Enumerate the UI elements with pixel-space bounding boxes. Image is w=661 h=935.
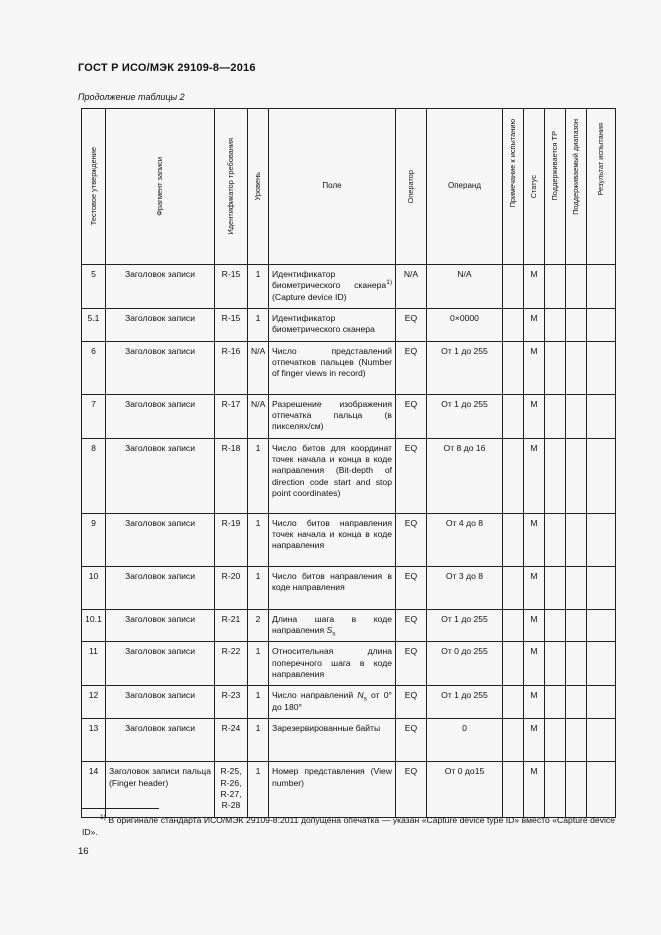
cell-requirement-id: R-20: [215, 566, 248, 609]
cell-status: M: [524, 438, 545, 513]
cell-fragment: Заголовок записи: [106, 309, 215, 342]
cell-level: 1: [248, 309, 269, 342]
cell-requirement-id: R-18: [215, 438, 248, 513]
cell-test-result: [587, 719, 616, 762]
cell-level: N/A: [248, 394, 269, 438]
cell-requirement-id: R-24: [215, 719, 248, 762]
field-english: (Capture device ID): [272, 291, 347, 302]
table-row: [82, 762, 616, 817]
cell-fragment: Заголовок записи: [106, 394, 215, 438]
cell-operand: 0×0000: [427, 309, 503, 342]
cell-test-result: [587, 265, 616, 309]
field-text: Длина шага в коде направления: [272, 613, 392, 636]
table-caption: Продолжение таблицы 2: [78, 92, 185, 102]
cell-requirement-id: R-25, R-26, R-27, R-28: [215, 762, 248, 817]
cell-operator: EQ: [396, 341, 427, 394]
table-row: [82, 609, 616, 642]
cell-assertion-id: 10.1: [82, 609, 106, 642]
table-row: [82, 686, 616, 719]
cell-test-note: [503, 394, 524, 438]
col-header-supported-tr: Поддерживается ТР: [545, 109, 566, 265]
cell-assertion-id: 9: [82, 513, 106, 566]
footnote-divider: [82, 808, 159, 809]
cell-field: Идентификатор биометрического сканера: [269, 309, 396, 342]
cell-status: M: [524, 762, 545, 817]
cell-status: M: [524, 719, 545, 762]
table-row: [82, 341, 616, 394]
cell-supported-tr: [545, 438, 566, 513]
cell-fragment: Заголовок записи: [106, 341, 215, 394]
cell-level: 2: [248, 609, 269, 642]
cell-status: M: [524, 394, 545, 438]
cell-level: 1: [248, 438, 269, 513]
cell-assertion-id: 12: [82, 686, 106, 719]
cell-test-note: [503, 309, 524, 342]
cell-fragment: Заголовок записи: [106, 609, 215, 642]
table-row: [82, 719, 616, 762]
cell-requirement-id: R-21: [215, 609, 248, 642]
cell-supported-tr: [545, 265, 566, 309]
cell-supported-range: [566, 762, 587, 817]
field-text-tail: от 0° до 180°: [272, 690, 392, 712]
cell-test-result: [587, 513, 616, 566]
cell-field: Число битов для координат точек начала и конца в коде направления (Bit-depth of direction code start and stop point coordinates): [269, 438, 396, 513]
cell-requirement-id: R-16: [215, 341, 248, 394]
cell-level: 1: [248, 265, 269, 309]
cell-assertion-id: 5.1: [82, 309, 106, 342]
table-row: [82, 394, 616, 438]
cell-assertion-id: 8: [82, 438, 106, 513]
cell-field: Число битов направления в коде направления: [269, 566, 396, 609]
cell-assertion-id: 5: [82, 265, 106, 309]
cell-test-result: [587, 566, 616, 609]
cell-assertion-id: 10: [82, 566, 106, 609]
cell-operand: От 3 до 8: [427, 566, 503, 609]
field-text: Идентификатор биометрического сканера: [272, 269, 387, 291]
cell-supported-tr: [545, 341, 566, 394]
cell-fragment: Заголовок записи: [106, 719, 215, 762]
cell-field: Номер представления (View number): [269, 762, 396, 817]
cell-assertion-id: 13: [82, 719, 106, 762]
field-symbol: S: [326, 625, 333, 636]
cell-supported-range: [566, 642, 587, 686]
col-header-operand: Операнд: [427, 109, 503, 265]
cell-level: 1: [248, 762, 269, 817]
cell-requirement-id: R-19: [215, 513, 248, 566]
field-symbol: N: [357, 690, 364, 701]
cell-requirement-id: R-15: [215, 309, 248, 342]
cell-fragment: Заголовок записи: [106, 265, 215, 309]
cell-supported-range: [566, 609, 587, 642]
cell-operator: EQ: [396, 609, 427, 642]
cell-field: [269, 265, 396, 309]
cell-operator: EQ: [396, 438, 427, 513]
cell-test-result: [587, 609, 616, 642]
cell-status: M: [524, 642, 545, 686]
cell-test-result: [587, 438, 616, 513]
cell-level: 1: [248, 719, 269, 762]
cell-assertion-id: 7: [82, 394, 106, 438]
cell-fragment: Заголовок записи: [106, 513, 215, 566]
table-row: [82, 642, 616, 686]
cell-operand: От 1 до 255: [427, 609, 503, 642]
cell-supported-tr: [545, 566, 566, 609]
cell-status: M: [524, 309, 545, 342]
col-header-test-note: Примечание к испытанию: [503, 109, 524, 265]
cell-supported-range: [566, 438, 587, 513]
cell-supported-tr: [545, 309, 566, 342]
cell-operand: От 1 до 255: [427, 341, 503, 394]
table-row: [82, 438, 616, 513]
col-header-supported-range: Поддерживаемый диапазон: [566, 109, 587, 265]
col-header-field: Поле: [269, 109, 396, 265]
cell-operator: EQ: [396, 566, 427, 609]
cell-status: M: [524, 609, 545, 642]
footnote: [82, 814, 615, 839]
cell-status: M: [524, 686, 545, 719]
col-header-assertion: Тестовое утверждение: [82, 109, 106, 265]
cell-test-result: [587, 341, 616, 394]
col-header-test-result: Результат испытания: [587, 109, 616, 265]
cell-test-result: [587, 686, 616, 719]
cell-operator: EQ: [396, 642, 427, 686]
cell-assertion-id: 6: [82, 341, 106, 394]
cell-test-note: [503, 762, 524, 817]
cell-operator: EQ: [396, 686, 427, 719]
table-row: [82, 265, 616, 309]
table-header-row: [82, 109, 616, 265]
cell-field: [269, 686, 396, 719]
cell-field: Разрешение изображения отпечатка пальца (в пикселях/см): [269, 394, 396, 438]
page-number: 16: [78, 846, 89, 857]
col-header-status: Статус: [524, 109, 545, 265]
cell-assertion-id: 14: [82, 762, 106, 817]
cell-operator: N/A: [396, 265, 427, 309]
cell-supported-tr: [545, 642, 566, 686]
cell-operator: EQ: [396, 513, 427, 566]
cell-requirement-id: R-23: [215, 686, 248, 719]
footnote-marker: 1): [100, 814, 106, 822]
cell-operator: EQ: [396, 309, 427, 342]
page-title: ГОСТ Р ИСО/МЭК 29109-8—2016: [78, 62, 256, 74]
cell-test-note: [503, 719, 524, 762]
cell-supported-tr: [545, 719, 566, 762]
cell-test-note: [503, 609, 524, 642]
field-symbol-subscript: s: [332, 630, 336, 638]
cell-fragment: Заголовок записи пальца (Finger header): [106, 762, 215, 817]
cell-field: [269, 609, 396, 642]
cell-supported-range: [566, 309, 587, 342]
cell-supported-range: [566, 394, 587, 438]
cell-test-note: [503, 438, 524, 513]
cell-test-result: [587, 309, 616, 342]
cell-test-result: [587, 394, 616, 438]
cell-test-note: [503, 265, 524, 309]
cell-status: M: [524, 566, 545, 609]
cell-supported-tr: [545, 686, 566, 719]
col-header-requirement: Идентификатор требования: [215, 109, 248, 265]
footnote-text: В оригинале стандарта ИСО/МЭК 29109-8:2011 допущена опечатка — указан «Capture device type ID» вместо «Capture device ID».: [82, 815, 615, 838]
cell-status: M: [524, 265, 545, 309]
cell-supported-range: [566, 341, 587, 394]
cell-field: Число представлений отпечатков пальцев (Number of finger views in record): [269, 341, 396, 394]
field-text: Число направлений: [272, 690, 354, 701]
cell-fragment: Заголовок записи: [106, 686, 215, 719]
cell-test-note: [503, 686, 524, 719]
cell-test-note: [503, 341, 524, 394]
cell-test-result: [587, 642, 616, 686]
test-assertions-table: [81, 108, 616, 818]
cell-operand: От 1 до 255: [427, 686, 503, 719]
cell-test-result: [587, 762, 616, 817]
cell-supported-range: [566, 719, 587, 762]
cell-operand: От 4 до 8: [427, 513, 503, 566]
col-header-fragment: Фрагмент записи: [106, 109, 215, 265]
cell-supported-range: [566, 686, 587, 719]
col-header-operator: Оператор: [396, 109, 427, 265]
table-row: [82, 309, 616, 342]
cell-operator: EQ: [396, 762, 427, 817]
cell-fragment: Заголовок записи: [106, 566, 215, 609]
cell-requirement-id: R-17: [215, 394, 248, 438]
cell-status: M: [524, 341, 545, 394]
cell-test-note: [503, 642, 524, 686]
table-row: [82, 513, 616, 566]
cell-level: 1: [248, 566, 269, 609]
cell-supported-range: [566, 513, 587, 566]
cell-field: Число битов направления точек начала и конца в коде направления: [269, 513, 396, 566]
cell-fragment: Заголовок записи: [106, 438, 215, 513]
cell-supported-range: [566, 265, 587, 309]
cell-requirement-id: R-15: [215, 265, 248, 309]
col-header-level: Уровень: [248, 109, 269, 265]
cell-operand: От 1 до 255: [427, 394, 503, 438]
table-row: [82, 566, 616, 609]
cell-field: Зарезервированные байты: [269, 719, 396, 762]
cell-operand: От 8 до 16: [427, 438, 503, 513]
cell-level: N/A: [248, 341, 269, 394]
cell-assertion-id: 11: [82, 642, 106, 686]
cell-status: M: [524, 513, 545, 566]
cell-level: 1: [248, 513, 269, 566]
cell-supported-tr: [545, 609, 566, 642]
cell-supported-tr: [545, 394, 566, 438]
cell-test-note: [503, 566, 524, 609]
cell-operator: EQ: [396, 719, 427, 762]
cell-field: Относительная длина поперечного шага в коде направления: [269, 642, 396, 686]
cell-operand: От 0 до15: [427, 762, 503, 817]
cell-operand: От 0 до 255: [427, 642, 503, 686]
field-symbol-subscript: s: [363, 696, 367, 704]
cell-fragment: Заголовок записи: [106, 642, 215, 686]
cell-operator: EQ: [396, 394, 427, 438]
footnote-ref: 1): [386, 279, 392, 287]
cell-level: 1: [248, 686, 269, 719]
cell-operand: 0: [427, 719, 503, 762]
cell-supported-tr: [545, 513, 566, 566]
cell-supported-tr: [545, 762, 566, 817]
cell-level: 1: [248, 642, 269, 686]
cell-supported-range: [566, 566, 587, 609]
cell-operand: N/A: [427, 265, 503, 309]
cell-test-note: [503, 513, 524, 566]
cell-requirement-id: R-22: [215, 642, 248, 686]
